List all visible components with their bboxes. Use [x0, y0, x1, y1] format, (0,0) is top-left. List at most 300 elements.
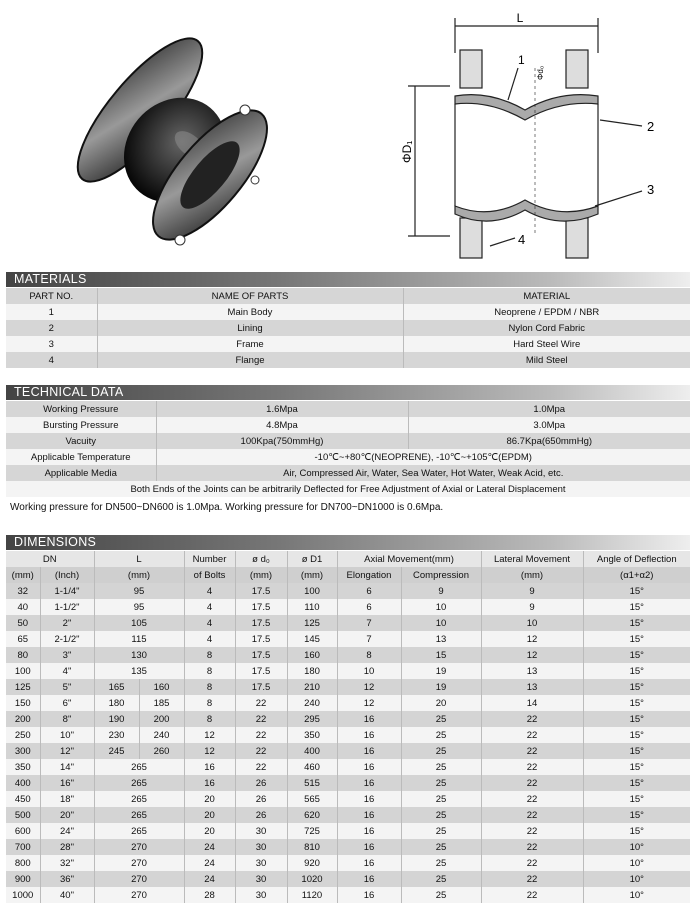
cell: 8 [184, 695, 235, 711]
cell: 15° [583, 823, 690, 839]
cell: 8 [184, 647, 235, 663]
cell: 40" [40, 887, 94, 903]
cell: Vacuity [6, 433, 156, 449]
cell: 12 [337, 679, 401, 695]
cell: 110 [287, 599, 337, 615]
cell: 16 [337, 887, 401, 903]
cell: 22 [481, 839, 583, 855]
cell: 14 [481, 695, 583, 711]
cell: 4 [184, 599, 235, 615]
cell: 50 [6, 615, 40, 631]
cell: 16 [337, 743, 401, 759]
cell: 22 [481, 775, 583, 791]
cell: 100Kpa(750mmHg) [156, 433, 408, 449]
cell: 10° [583, 871, 690, 887]
cell: 13 [481, 679, 583, 695]
cell: 22 [481, 759, 583, 775]
cell: 1.0Mpa [408, 401, 690, 417]
cell: 9 [481, 599, 583, 615]
cell: 22 [481, 807, 583, 823]
cell: 1-1/4" [40, 583, 94, 599]
cell: 2-1/2" [40, 631, 94, 647]
cell: 12 [184, 743, 235, 759]
cell: 16 [184, 759, 235, 775]
cell: 32" [40, 855, 94, 871]
header-d0: ø d₀ [235, 551, 287, 567]
cell: 265 [94, 791, 184, 807]
cell: 250 [6, 727, 40, 743]
cell: 16 [337, 791, 401, 807]
cell: 240 [287, 695, 337, 711]
cell: 4.8Mpa [156, 417, 408, 433]
cell: Flange [97, 352, 403, 368]
table-row [6, 615, 690, 631]
cell: -10℃~+80℃(NEOPRENE), -10℃~+105℃(EPDM) [156, 449, 690, 465]
subheader: (Inch) [40, 567, 94, 583]
subheader: Compression [401, 567, 481, 583]
cell: 265 [94, 759, 184, 775]
cell: 160 [139, 679, 184, 695]
cell: 100 [287, 583, 337, 599]
cell: 32 [6, 583, 40, 599]
cell: 17.5 [235, 599, 287, 615]
cell: 295 [287, 711, 337, 727]
callout-4: 4 [518, 232, 526, 247]
cell: 16 [337, 711, 401, 727]
cell: 6" [40, 695, 94, 711]
cell: 22 [235, 711, 287, 727]
cell: 265 [94, 775, 184, 791]
cell: 10 [481, 615, 583, 631]
cell: 900 [6, 871, 40, 887]
cell: 165 [94, 679, 139, 695]
cell: 25 [401, 807, 481, 823]
subheader: Elongation [337, 567, 401, 583]
cell: 270 [94, 839, 184, 855]
table-row [6, 711, 690, 727]
cell: 230 [94, 727, 139, 743]
cell: 40 [6, 599, 40, 615]
cell: 26 [235, 775, 287, 791]
cell: 25 [401, 791, 481, 807]
cell: 4 [184, 615, 235, 631]
table-row [6, 695, 690, 711]
cell: 95 [94, 583, 184, 599]
cell: 1020 [287, 871, 337, 887]
cell: 17.5 [235, 583, 287, 599]
cell: 240 [139, 727, 184, 743]
cell: 260 [139, 743, 184, 759]
cell: 3.0Mpa [408, 417, 690, 433]
callout-3: 3 [647, 182, 655, 197]
table-row [6, 320, 690, 336]
cell: Nylon Cord Fabric [403, 320, 690, 336]
cell: 2 [6, 320, 97, 336]
cell: 15° [583, 679, 690, 695]
table-row [6, 871, 690, 887]
cell: 180 [94, 695, 139, 711]
table-row [6, 839, 690, 855]
cell: 800 [6, 855, 40, 871]
product-photo [40, 15, 270, 255]
cell: 24 [184, 839, 235, 855]
cell: 8" [40, 711, 94, 727]
cell: 10 [401, 615, 481, 631]
cell: 22 [235, 695, 287, 711]
cell: 18" [40, 791, 94, 807]
cell: 8 [184, 711, 235, 727]
cell: 12 [337, 695, 401, 711]
cell: 300 [6, 743, 40, 759]
cell: 450 [6, 791, 40, 807]
cell: 270 [94, 887, 184, 903]
cell: 16 [184, 775, 235, 791]
cell: 30 [235, 855, 287, 871]
cell: 25 [401, 743, 481, 759]
cell: 160 [287, 647, 337, 663]
table-row [6, 465, 690, 481]
cell: 515 [287, 775, 337, 791]
cell: 115 [94, 631, 184, 647]
callout-1: 1 [518, 53, 525, 67]
cell: Working Pressure [6, 401, 156, 417]
cell: 5" [40, 679, 94, 695]
cell: 20 [184, 807, 235, 823]
cell: 24" [40, 823, 94, 839]
cell: 4" [40, 663, 94, 679]
subheader: of Bolts [184, 567, 235, 583]
cell: 460 [287, 759, 337, 775]
cell: Air, Compressed Air, Water, Sea Water, Hot Water, Weak Acid, etc. [156, 465, 690, 481]
cell: Bursting Pressure [6, 417, 156, 433]
cell: 25 [401, 855, 481, 871]
cell: 22 [235, 727, 287, 743]
materials-title: MATERIALS [6, 272, 690, 287]
cell: 4 [184, 583, 235, 599]
table-row [6, 823, 690, 839]
cell: 19 [401, 663, 481, 679]
table-row [6, 449, 690, 465]
cell: 135 [94, 663, 184, 679]
table-row [6, 481, 690, 497]
table-row [6, 775, 690, 791]
table-row [6, 663, 690, 679]
header-angle-of-deflection: Angle of Deflection [583, 551, 690, 567]
table-row [6, 352, 690, 368]
table-header-row [6, 288, 690, 304]
cell: 190 [94, 711, 139, 727]
cell: Applicable Temperature [6, 449, 156, 465]
cell: 22 [235, 743, 287, 759]
cell: 16 [337, 823, 401, 839]
cell: 22 [481, 871, 583, 887]
cell: 16" [40, 775, 94, 791]
table-row [6, 631, 690, 647]
table-row [6, 401, 690, 417]
cell: Neoprene / EPDM / NBR [403, 304, 690, 320]
cell: Mild Steel [403, 352, 690, 368]
cell: 25 [401, 823, 481, 839]
cell: 920 [287, 855, 337, 871]
cell: 15° [583, 583, 690, 599]
cell: 25 [401, 759, 481, 775]
header-axial-movement: Axial Movement(mm) [337, 551, 481, 567]
cell: 130 [94, 647, 184, 663]
cell: 15° [583, 743, 690, 759]
cell: 700 [6, 839, 40, 855]
cell: 3" [40, 647, 94, 663]
cell: 125 [287, 615, 337, 631]
cell: 725 [287, 823, 337, 839]
cell: 15° [583, 807, 690, 823]
cell: 15° [583, 695, 690, 711]
subheader: (mm) [94, 567, 184, 583]
cell: 810 [287, 839, 337, 855]
cell: 15° [583, 759, 690, 775]
cell: 80 [6, 647, 40, 663]
cell: 20" [40, 807, 94, 823]
cell: 30 [235, 887, 287, 903]
cell: 16 [337, 855, 401, 871]
cell: 400 [287, 743, 337, 759]
cell: 22 [481, 823, 583, 839]
table-row [6, 433, 690, 449]
cell: 17.5 [235, 663, 287, 679]
cell: 10 [401, 599, 481, 615]
cell: 6 [337, 583, 401, 599]
cross-section-drawing [400, 8, 690, 268]
header-d1: ø D1 [287, 551, 337, 567]
materials-table [6, 288, 690, 368]
cell: 125 [6, 679, 40, 695]
cell: 200 [139, 711, 184, 727]
cell: 2" [40, 615, 94, 631]
cell: 86.7Kpa(650mmHg) [408, 433, 690, 449]
cell: 16 [337, 759, 401, 775]
header-figures [0, 0, 690, 268]
cell: 20 [184, 823, 235, 839]
cell: 16 [337, 727, 401, 743]
cell: 12 [481, 647, 583, 663]
cell: 210 [287, 679, 337, 695]
cell: 9 [481, 583, 583, 599]
cell: 1120 [287, 887, 337, 903]
cell: 25 [401, 887, 481, 903]
technical-data-title: TECHNICAL DATA [6, 385, 690, 400]
cell: 1000 [6, 887, 40, 903]
cell: 15° [583, 599, 690, 615]
cell: 24 [184, 855, 235, 871]
header-dn: DN [6, 551, 94, 567]
cell: 500 [6, 807, 40, 823]
cell: 15° [583, 711, 690, 727]
dim-d1-label: ΦD₁ [400, 140, 414, 163]
cell: 12 [184, 727, 235, 743]
table-row [6, 759, 690, 775]
subheader: (α1+α2) [583, 567, 690, 583]
cell: 8 [337, 647, 401, 663]
cell: 14" [40, 759, 94, 775]
cell: 600 [6, 823, 40, 839]
cell: 7 [337, 615, 401, 631]
cell: 15° [583, 727, 690, 743]
cell: 25 [401, 711, 481, 727]
working-pressure-note: Working pressure for DN500~DN600 is 1.0Mpa. Working pressure for DN700~DN1000 is 0.6Mpa. [10, 502, 444, 513]
cell: 15 [401, 647, 481, 663]
cell: 13 [481, 663, 583, 679]
cell: 8 [184, 663, 235, 679]
cell: 620 [287, 807, 337, 823]
cell: 22 [481, 791, 583, 807]
cell: 22 [481, 743, 583, 759]
cell: 25 [401, 727, 481, 743]
cell: 10° [583, 855, 690, 871]
cell: 270 [94, 871, 184, 887]
subheader: (mm) [481, 567, 583, 583]
subheader: (mm) [235, 567, 287, 583]
cell: 25 [401, 839, 481, 855]
cell: Main Body [97, 304, 403, 320]
cell: 8 [184, 679, 235, 695]
header-number: Number [184, 551, 235, 567]
cell: 7 [337, 631, 401, 647]
subheader: (mm) [6, 567, 40, 583]
cell: 350 [6, 759, 40, 775]
cell: 15° [583, 775, 690, 791]
table-row [6, 855, 690, 871]
cell: 150 [6, 695, 40, 711]
cell: Lining [97, 320, 403, 336]
cell: 10" [40, 727, 94, 743]
cell: 20 [184, 791, 235, 807]
cell: Both Ends of the Joints can be arbitrarily Deflected for Free Adjustment of Axial or Lateral Displacement [6, 481, 690, 497]
dim-l-label: L [516, 11, 524, 25]
cell: 17.5 [235, 647, 287, 663]
dimensions-table [6, 551, 690, 903]
cell: 22 [481, 887, 583, 903]
table-row [6, 727, 690, 743]
cell: 565 [287, 791, 337, 807]
cell: Hard Steel Wire [403, 336, 690, 352]
dimensions-title: DIMENSIONS [6, 535, 690, 550]
cell: 1 [6, 304, 97, 320]
table-row [6, 679, 690, 695]
cell: 270 [94, 855, 184, 871]
cell: 16 [337, 775, 401, 791]
cell: 22 [235, 759, 287, 775]
header-name-of-parts: NAME OF PARTS [97, 288, 403, 304]
cell: 30 [235, 839, 287, 855]
cell: 200 [6, 711, 40, 727]
cell: 9 [401, 583, 481, 599]
header-l: L [94, 551, 184, 567]
cell: Applicable Media [6, 465, 156, 481]
table-row [6, 887, 690, 903]
callout-2: 2 [647, 119, 655, 134]
cell: 22 [481, 727, 583, 743]
table-row [6, 647, 690, 663]
cell: 15° [583, 647, 690, 663]
cell: 17.5 [235, 631, 287, 647]
cell: 16 [337, 839, 401, 855]
cell: 17.5 [235, 615, 287, 631]
table-row [6, 791, 690, 807]
cell: 10° [583, 839, 690, 855]
cell: 15° [583, 791, 690, 807]
cell: 4 [6, 352, 97, 368]
cell: 15° [583, 663, 690, 679]
cell: 12" [40, 743, 94, 759]
table-row [6, 336, 690, 352]
cell: 16 [337, 871, 401, 887]
table-subheader-row [6, 567, 690, 583]
table-header-row [6, 551, 690, 567]
cell: 100 [6, 663, 40, 679]
cell: 65 [6, 631, 40, 647]
cell: 10° [583, 887, 690, 903]
cell: 245 [94, 743, 139, 759]
subheader: (mm) [287, 567, 337, 583]
cell: 95 [94, 599, 184, 615]
cell: 24 [184, 871, 235, 887]
cell: 1-1/2" [40, 599, 94, 615]
table-row [6, 583, 690, 599]
cell: 26 [235, 807, 287, 823]
cell: 185 [139, 695, 184, 711]
header-material: MATERIAL [403, 288, 690, 304]
cell: 180 [287, 663, 337, 679]
cell: 6 [337, 599, 401, 615]
cell: 1.6Mpa [156, 401, 408, 417]
cell: 28 [184, 887, 235, 903]
header-part-no: PART NO. [6, 288, 97, 304]
cell: 22 [481, 855, 583, 871]
cell: 22 [481, 711, 583, 727]
cell: 3 [6, 336, 97, 352]
cell: 12 [481, 631, 583, 647]
technical-data-table [6, 401, 690, 497]
table-row [6, 599, 690, 615]
cell: 350 [287, 727, 337, 743]
cell: 15° [583, 631, 690, 647]
cell: 265 [94, 823, 184, 839]
cell: 25 [401, 775, 481, 791]
cell: Frame [97, 336, 403, 352]
cell: 36" [40, 871, 94, 887]
cell: 28" [40, 839, 94, 855]
cell: 400 [6, 775, 40, 791]
cell: 30 [235, 823, 287, 839]
table-row [6, 304, 690, 320]
table-row [6, 807, 690, 823]
cell: 30 [235, 871, 287, 887]
cell: 13 [401, 631, 481, 647]
cell: 25 [401, 871, 481, 887]
cell: 10 [337, 663, 401, 679]
cell: 20 [401, 695, 481, 711]
header-lateral-movement: Lateral Movement [481, 551, 583, 567]
cell: 105 [94, 615, 184, 631]
cell: 15° [583, 615, 690, 631]
cell: 19 [401, 679, 481, 695]
cell: 265 [94, 807, 184, 823]
table-row [6, 417, 690, 433]
cell: 17.5 [235, 679, 287, 695]
cell: 26 [235, 791, 287, 807]
cell: 145 [287, 631, 337, 647]
dim-d0-label: Φd₀ [536, 65, 545, 80]
table-row [6, 743, 690, 759]
